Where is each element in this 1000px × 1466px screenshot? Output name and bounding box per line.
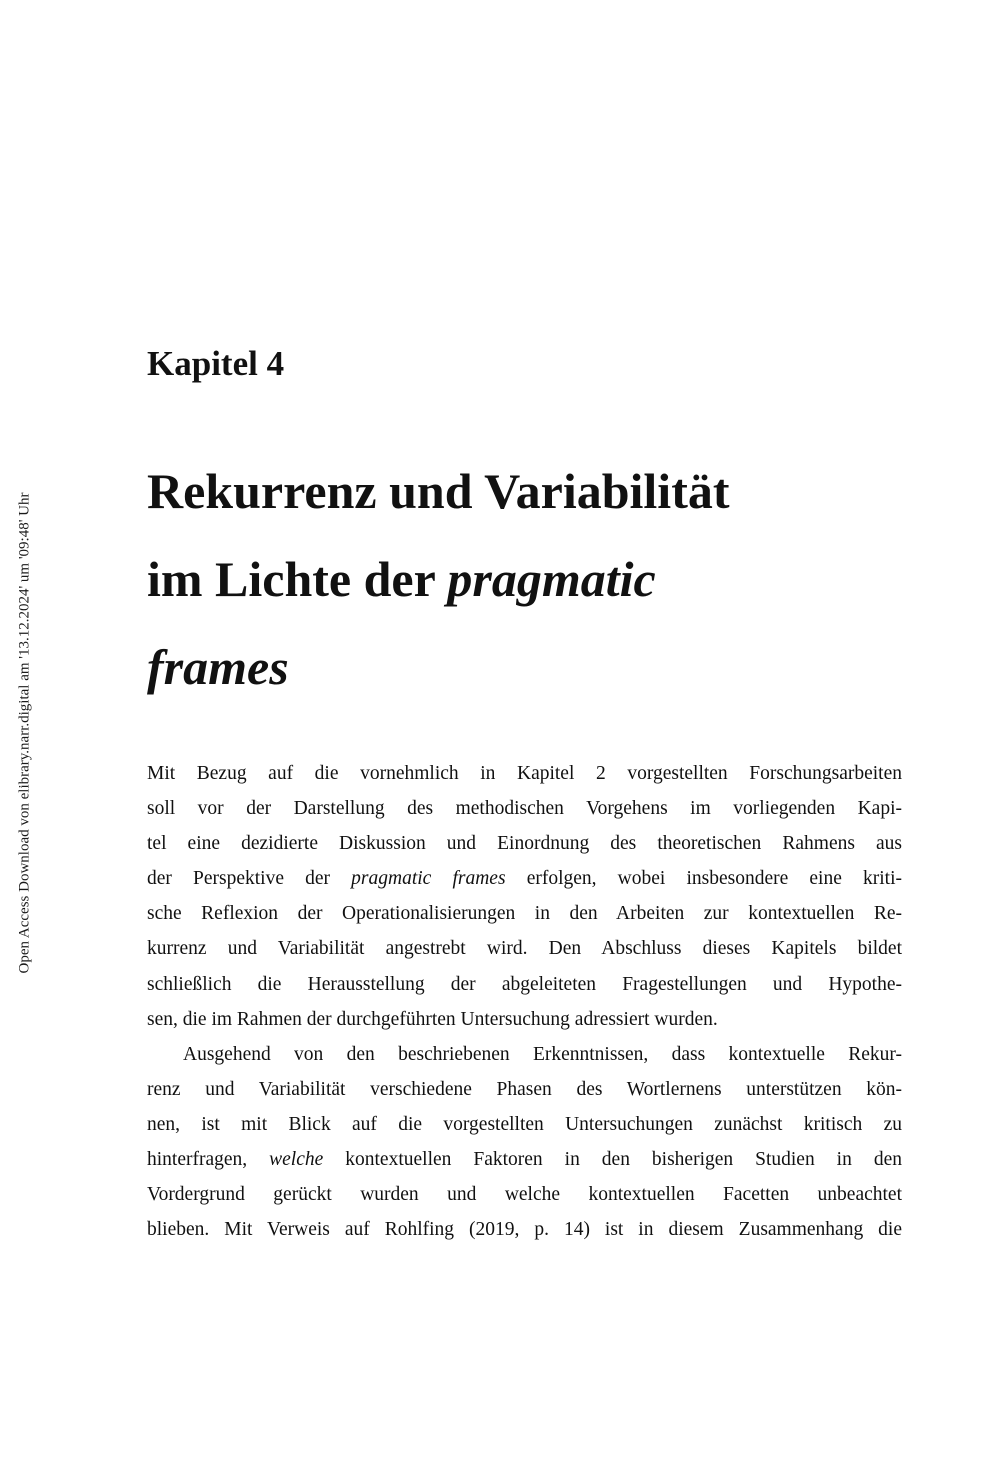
body-text [147,756,902,1247]
text-line: hinterfragen, welche kontextuellen Faktoren in den bisherigen Studien in den [147,1149,902,1171]
text-line: Vordergrund gerückt wurden und welche kontextuellen Facetten unbeachtet [147,1184,902,1206]
text-line: sche Reflexion der Operationalisierungen in den Arbeiten zur kontextuellen Re- [147,903,902,925]
text-line: renz und Variabilität verschiedene Phasen des Wortlernens unterstützen kön- [147,1078,902,1100]
text-line: kurrenz und Variabilität angestrebt wird. Den Abschluss dieses Kapitels bildet [147,938,902,960]
paragraph [147,1037,902,1248]
text-line: Mit Bezug auf die vornehmlich in Kapitel 2 vorgestellten Forschungsarbeiten [147,763,902,784]
chapter-title-line: Rekurrenz und Variabilität [147,463,730,519]
text-line: Ausgehend von den beschriebenen Erkenntnissen, dass kontextuelle Rekur- [183,1043,902,1065]
paragraph [147,756,902,1037]
text-line: tel eine dezidierte Diskussion und Einordnung des theoretischen Rahmens aus [147,833,902,855]
download-watermark: Open Access Download von elibrary.narr.digital am '13.12.2024' um '09:48' Uhr [16,492,33,974]
text-line: soll vor der Darstellung des methodischen Vorgehens im vorliegenden Kapi- [147,798,902,820]
chapter-label: Kapitel 4 [147,344,285,383]
text-line: sen, die im Rahmen der durchgeführten Untersuchung adressiert wurden. [147,1008,718,1030]
text-line: blieben. Mit Verweis auf Rohlfing (2019, p. 14) ist in diesem Zusammenhang die [147,1219,902,1241]
chapter-title-line: frames [147,639,289,695]
chapter-title-line: im Lichte der pragmatic [147,551,656,607]
text-line: der Perspektive der pragmatic frames erfolgen, wobei insbesondere eine kriti- [147,868,902,890]
chapter-title [147,447,907,711]
text-line: nen, ist mit Blick auf die vorgestellten Untersuchungen zunächst kritisch zu [147,1113,902,1135]
text-line: schließlich die Herausstellung der abgeleiteten Fragestellungen und Hypothe- [147,973,902,995]
